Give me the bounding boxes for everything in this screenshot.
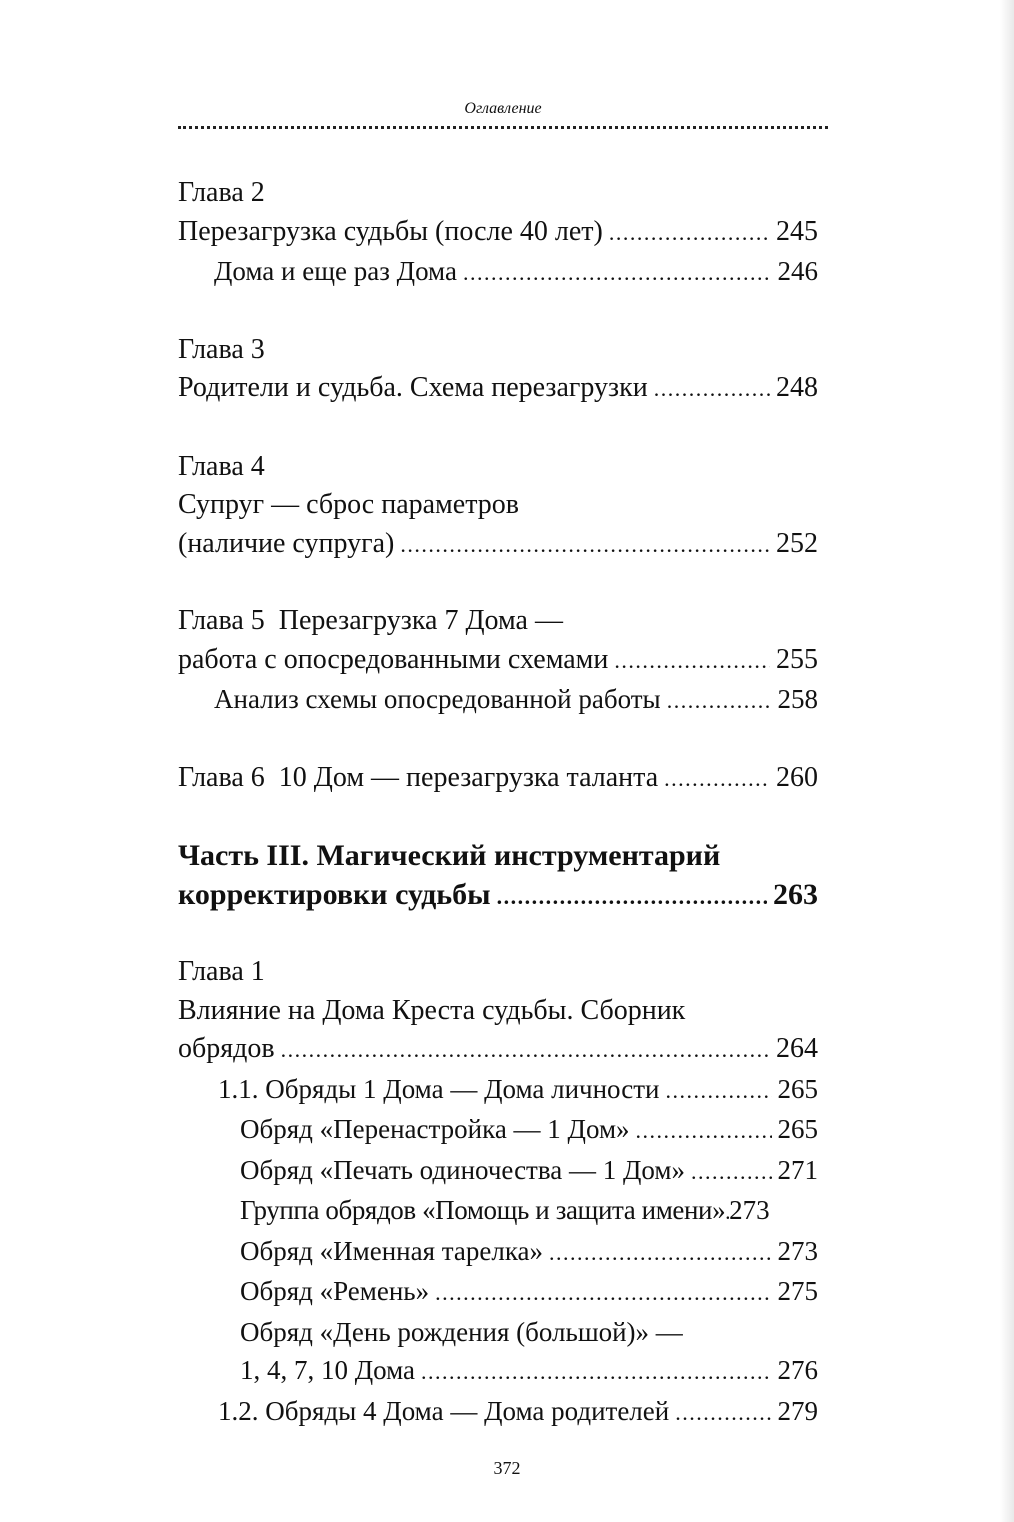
entry-title-line: Влияние на Дома Креста судьбы. Сборник [178,994,686,1026]
leader-dots [400,525,770,565]
entry-title: Обряд «Печать одиночества — 1 Дом» [240,1154,685,1185]
entry-title: 1.2. Обряды 4 Дома — Дома родителей [218,1395,670,1426]
toc-rite-entry[interactable] [178,1110,818,1151]
toc-rite-entry[interactable] [178,1232,818,1273]
page-edge-shadow [1000,0,1014,1522]
entry-title-line: Обряд «День рождения (большой)» — [240,1316,683,1347]
toc-entry[interactable] [178,213,818,253]
entry-title: Группа обрядов «Помощь и защита имени» [240,1195,726,1225]
header-dotted-rule [178,126,828,129]
entry-title: 1, 4, 7, 10 Дома [240,1355,416,1385]
leader-dots [421,1351,771,1392]
page-ref: 264 [776,1033,818,1064]
page-ref: 258 [777,684,818,714]
page-ref: 279 [777,1395,818,1426]
page-number: 372 [493,1458,521,1478]
chapter-label: Глава 4 [178,450,265,482]
page-ref: 276 [777,1355,818,1385]
toc-entry[interactable] [178,525,818,565]
entry-title-line: Перезагрузка 7 Дома — [278,605,563,636]
toc-part-entry[interactable] [178,875,818,916]
toc-entry[interactable] [178,641,818,681]
toc-entry[interactable] [178,369,818,409]
chapter-label: Глава 1 [178,956,265,987]
leader-dots [497,875,767,916]
toc-subentry[interactable] [178,680,818,721]
toc-rite-entry[interactable] [178,1191,818,1232]
page-ref: 260 [776,761,818,793]
leader-dots [664,759,770,799]
entry-title: Обряд «Именная тарелка» [240,1235,544,1266]
entry-title-line: Супруг — сброс параметров [178,489,520,520]
leader-dots [614,641,770,681]
page-ref: 273 [729,1195,770,1225]
part-title-line: Часть III. Магический инструментарий [178,839,721,872]
page-ref: 275 [777,1276,818,1306]
leader-dots [654,369,770,409]
leader-dots [636,1110,772,1151]
chapter-label: Глава 3 [178,333,265,365]
toc-section-entry[interactable] [178,1070,818,1111]
toc-entry[interactable] [178,759,818,799]
toc-rite-entry[interactable] [178,1151,818,1192]
entry-title: корректировки судьбы [178,878,491,911]
toc-rite-entry[interactable] [178,1351,818,1392]
running-head: Оглавление [464,100,542,117]
leader-dots [463,252,772,293]
leader-dots [549,1232,771,1273]
chapter-heading [178,602,818,641]
leader-dots [667,680,772,721]
leader-dots [665,1070,771,1111]
page-ref: 265 [777,1114,818,1144]
page-ref: 245 [776,215,818,247]
toc-subentry[interactable] [178,252,818,293]
entry-title: работа с опосредованными схемами [178,643,609,675]
leader-dots [609,213,770,253]
entry-title: Дома и еще раз Дома [214,256,457,286]
chapter-label: Глава 2 [178,177,265,208]
chapter-label: Глава 5 [178,605,265,636]
page-ref: 271 [777,1154,818,1185]
leader-dots [675,1392,771,1433]
leader-dots [281,1030,770,1070]
page-ref: 255 [776,643,818,675]
table-of-contents [178,174,818,1432]
leader-dots [435,1272,771,1313]
page-ref: 248 [776,372,818,403]
toc-rite-entry[interactable] [178,1272,818,1313]
entry-title: Обряд «Ремень» [240,1276,430,1306]
entry-title: Глава 6 10 Дом — перезагрузка таланта [178,761,659,793]
page-ref: 263 [773,878,818,911]
entry-title: (наличие супруга) [178,527,395,559]
page-ref: 265 [777,1073,818,1104]
page-ref: 246 [777,256,818,286]
entry-title: Родители и судьба. Схема перезагрузки [178,372,648,403]
entry-title: обрядов [178,1033,275,1064]
toc-section-entry[interactable] [178,1392,818,1433]
chapter-label: Глава 6 [178,761,265,793]
entry-title: Анализ схемы опосредованной работы [214,684,661,714]
entry-title: Обряд «Перенастройка — 1 Дом» [240,1114,630,1144]
page-ref: 273 [777,1235,818,1266]
entry-title: Перезагрузка судьбы (после 40 лет) [178,215,603,247]
page-ref: 252 [776,527,818,559]
entry-title: 1.1. Обряды 1 Дома — Дома личности [218,1073,660,1104]
leader-dots [691,1151,772,1192]
toc-entry[interactable] [178,1030,818,1070]
